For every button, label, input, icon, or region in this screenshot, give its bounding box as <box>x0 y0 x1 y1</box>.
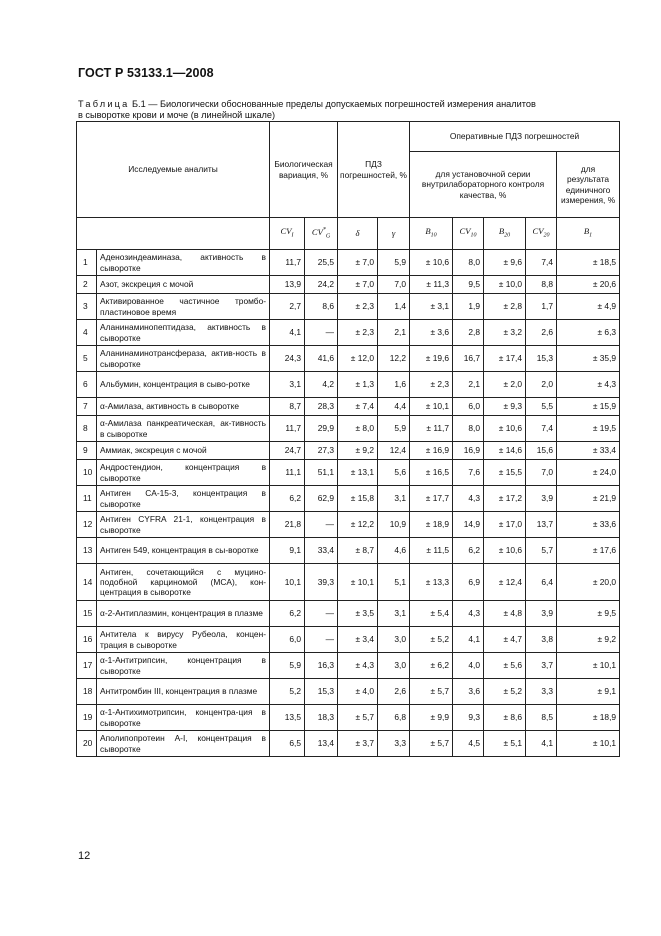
b1-value: ± 19,5 <box>557 416 620 442</box>
delta-value: ± 13,1 <box>338 460 378 486</box>
delta-value: ± 7,4 <box>338 398 378 416</box>
table-row <box>77 486 620 512</box>
gamma-value: 3,0 <box>378 653 410 679</box>
cvi-value: 11,1 <box>270 460 305 486</box>
row-number: 20 <box>77 731 97 757</box>
cv20-value: 2,0 <box>526 372 557 398</box>
row-number: 8 <box>77 416 97 442</box>
cvg-value: 24,2 <box>305 276 338 294</box>
cv10-value: 4,5 <box>453 731 484 757</box>
analyte-name: Андростендион, концентрация в сыворотке <box>97 460 270 486</box>
delta-value: ± 4,3 <box>338 653 378 679</box>
b1-value: ± 10,1 <box>557 653 620 679</box>
header-single: для результата единичного измерения, % <box>557 152 620 218</box>
b1-value: ± 33,6 <box>557 512 620 538</box>
analyte-name: α-1-Антихимотрипсин, концентра-ция в сыворотке <box>97 705 270 731</box>
cv10-value: 9,3 <box>453 705 484 731</box>
delta-value: ± 9,2 <box>338 442 378 460</box>
cv20-value: 8,5 <box>526 705 557 731</box>
row-number: 5 <box>77 346 97 372</box>
b10-value: ± 3,1 <box>410 294 453 320</box>
delta-value: ± 8,0 <box>338 416 378 442</box>
b1-value: ± 4,3 <box>557 372 620 398</box>
table-body <box>77 250 620 757</box>
symbol-b20: $B_{20}$ <box>484 218 526 250</box>
b20-value: ± 5,2 <box>484 679 526 705</box>
b20-value: ± 4,8 <box>484 601 526 627</box>
cvi-value: 11,7 <box>270 250 305 276</box>
b20-value: ± 15,5 <box>484 460 526 486</box>
table-row <box>77 653 620 679</box>
cvi-value: 2,7 <box>270 294 305 320</box>
symbol-b10: $B_{10}$ <box>410 218 453 250</box>
analyte-name: α-2-Антиплазмин, концентрация в плазме <box>97 601 270 627</box>
row-number: 1 <box>77 250 97 276</box>
document-code: ГОСТ Р 53133.1—2008 <box>78 66 214 80</box>
cv10-value: 14,9 <box>453 512 484 538</box>
row-number: 6 <box>77 372 97 398</box>
b20-value: ± 5,6 <box>484 653 526 679</box>
row-number: 16 <box>77 627 97 653</box>
cvi-value: 8,7 <box>270 398 305 416</box>
caption-lead: Таблица <box>78 99 130 109</box>
analyte-name: Активированное частичное тромбо-пластиновое время <box>97 294 270 320</box>
cvg-value: 41,6 <box>305 346 338 372</box>
cvg-value: — <box>305 320 338 346</box>
row-number: 4 <box>77 320 97 346</box>
row-number: 18 <box>77 679 97 705</box>
cvi-value: 21,8 <box>270 512 305 538</box>
cv20-value: 3,9 <box>526 601 557 627</box>
gamma-value: 5,1 <box>378 564 410 601</box>
cvg-value: 15,3 <box>305 679 338 705</box>
delta-value: ± 4,0 <box>338 679 378 705</box>
analyte-name: Аполипопротеин A-I, концентрация в сыворотке <box>97 731 270 757</box>
analyte-name: Аланинаминопептидаза, активность в сыворотке <box>97 320 270 346</box>
delta-value: ± 15,8 <box>338 486 378 512</box>
b20-value: ± 12,4 <box>484 564 526 601</box>
b1-value: ± 15,9 <box>557 398 620 416</box>
cv20-value: 15,3 <box>526 346 557 372</box>
delta-value: ± 10,1 <box>338 564 378 601</box>
cv10-value: 8,0 <box>453 250 484 276</box>
b1-value: ± 21,9 <box>557 486 620 512</box>
row-number: 17 <box>77 653 97 679</box>
analyte-name: Азот, экскреция с мочой <box>97 276 270 294</box>
b10-value: ± 16,9 <box>410 442 453 460</box>
cv20-value: 6,4 <box>526 564 557 601</box>
table-row <box>77 442 620 460</box>
cvi-value: 6,2 <box>270 601 305 627</box>
cv10-value: 16,9 <box>453 442 484 460</box>
analyte-name: Антиген CYFRA 21-1, концентрация в сыворотке <box>97 512 270 538</box>
delta-value: ± 1,3 <box>338 372 378 398</box>
b10-value: ± 17,7 <box>410 486 453 512</box>
b1-value: ± 10,1 <box>557 731 620 757</box>
cvg-value: 29,9 <box>305 416 338 442</box>
b20-value: ± 17,2 <box>484 486 526 512</box>
header-operative: Оперативные ПДЗ погрешностей <box>410 122 620 152</box>
symbol-cv10: $CV_{10}$ <box>453 218 484 250</box>
gamma-value: 10,9 <box>378 512 410 538</box>
table-row <box>77 416 620 442</box>
b1-value: ± 17,6 <box>557 538 620 564</box>
delta-value: ± 3,4 <box>338 627 378 653</box>
b10-value: ± 5,2 <box>410 627 453 653</box>
cv10-value: 2,1 <box>453 372 484 398</box>
cvi-value: 10,1 <box>270 564 305 601</box>
b1-value: ± 9,5 <box>557 601 620 627</box>
cvi-value: 24,7 <box>270 442 305 460</box>
symbol-gamma: γ <box>378 218 410 250</box>
gamma-value: 3,1 <box>378 601 410 627</box>
analyte-name: Антиген, сочетающийся с муцино-подобной карциномой (MCA), кон-центрация в сыворотке <box>97 564 270 601</box>
b20-value: ± 10,6 <box>484 416 526 442</box>
symbol-cv20: $CV_{20}$ <box>526 218 557 250</box>
b10-value: ± 16,5 <box>410 460 453 486</box>
page-number: 12 <box>78 850 91 862</box>
analyte-name: α-Амилаза, активность в сыворотке <box>97 398 270 416</box>
header-blank <box>77 218 270 250</box>
delta-value: ± 5,7 <box>338 705 378 731</box>
cvi-value: 9,1 <box>270 538 305 564</box>
b20-value: ± 3,2 <box>484 320 526 346</box>
b20-value: ± 8,6 <box>484 705 526 731</box>
cvg-value: 51,1 <box>305 460 338 486</box>
b1-value: ± 18,5 <box>557 250 620 276</box>
b1-value: ± 6,3 <box>557 320 620 346</box>
row-number: 9 <box>77 442 97 460</box>
cvi-value: 6,0 <box>270 627 305 653</box>
row-number: 10 <box>77 460 97 486</box>
b10-value: ± 18,9 <box>410 512 453 538</box>
gamma-value: 1,6 <box>378 372 410 398</box>
b10-value: ± 5,7 <box>410 679 453 705</box>
b20-value: ± 10,0 <box>484 276 526 294</box>
b10-value: ± 3,6 <box>410 320 453 346</box>
b10-value: ± 5,7 <box>410 731 453 757</box>
cv10-value: 4,1 <box>453 627 484 653</box>
caption-text-line2: в сыворотке крови и моче (в линейной шкале) <box>78 110 276 120</box>
b1-value: ± 24,0 <box>557 460 620 486</box>
table-row <box>77 679 620 705</box>
cv20-value: 5,7 <box>526 538 557 564</box>
b1-value: ± 35,9 <box>557 346 620 372</box>
cv20-value: 8,8 <box>526 276 557 294</box>
row-number: 7 <box>77 398 97 416</box>
b1-value: ± 20,6 <box>557 276 620 294</box>
cvg-value: 39,3 <box>305 564 338 601</box>
cv10-value: 8,0 <box>453 416 484 442</box>
table-row <box>77 564 620 601</box>
header-bio-variation: Биологическая вариация, % <box>270 122 338 218</box>
analyte-name: Аммиак, экскреция с мочой <box>97 442 270 460</box>
cv20-value: 3,9 <box>526 486 557 512</box>
b20-value: ± 4,7 <box>484 627 526 653</box>
cv10-value: 6,9 <box>453 564 484 601</box>
cvi-value: 5,9 <box>270 653 305 679</box>
b10-value: ± 11,7 <box>410 416 453 442</box>
table-caption <box>78 99 618 121</box>
b10-value: ± 11,3 <box>410 276 453 294</box>
header-series: для установочной серии внутрилабораторного контроля качества, % <box>410 152 557 218</box>
gamma-value: 3,3 <box>378 731 410 757</box>
cvi-value: 5,2 <box>270 679 305 705</box>
table-row <box>77 512 620 538</box>
analyte-name: Антитела к вирусу Рубеола, концен-трация в сыворотке <box>97 627 270 653</box>
b10-value: ± 11,5 <box>410 538 453 564</box>
gamma-value: 4,6 <box>378 538 410 564</box>
cv10-value: 6,2 <box>453 538 484 564</box>
cv10-value: 2,8 <box>453 320 484 346</box>
cv10-value: 6,0 <box>453 398 484 416</box>
cvg-value: — <box>305 601 338 627</box>
cv20-value: 1,7 <box>526 294 557 320</box>
cvg-value: 8,6 <box>305 294 338 320</box>
cvi-value: 13,5 <box>270 705 305 731</box>
gamma-value: 3,1 <box>378 486 410 512</box>
b1-value: ± 9,2 <box>557 627 620 653</box>
table-row <box>77 346 620 372</box>
cvi-value: 6,2 <box>270 486 305 512</box>
table-row <box>77 276 620 294</box>
cvi-value: 11,7 <box>270 416 305 442</box>
delta-value: ± 7,0 <box>338 276 378 294</box>
cvi-value: 4,1 <box>270 320 305 346</box>
cvg-value: 25,5 <box>305 250 338 276</box>
cvg-value: — <box>305 512 338 538</box>
b20-value: ± 2,0 <box>484 372 526 398</box>
delta-value: ± 7,0 <box>338 250 378 276</box>
cvg-value: 62,9 <box>305 486 338 512</box>
cv10-value: 9,5 <box>453 276 484 294</box>
table-row <box>77 627 620 653</box>
cvg-value: 13,4 <box>305 731 338 757</box>
delta-value: ± 8,7 <box>338 538 378 564</box>
cv20-value: 4,1 <box>526 731 557 757</box>
b10-value: ± 9,9 <box>410 705 453 731</box>
cv10-value: 1,9 <box>453 294 484 320</box>
cv10-value: 4,0 <box>453 653 484 679</box>
symbol-b1: $B_1$ <box>557 218 620 250</box>
delta-value: ± 12,2 <box>338 512 378 538</box>
b1-value: ± 33,4 <box>557 442 620 460</box>
analyte-name: Альбумин, концентрация в сыво-ротке <box>97 372 270 398</box>
row-number: 14 <box>77 564 97 601</box>
table-row <box>77 320 620 346</box>
b20-value: ± 10,6 <box>484 538 526 564</box>
b10-value: ± 10,1 <box>410 398 453 416</box>
row-number: 15 <box>77 601 97 627</box>
cv20-value: 7,0 <box>526 460 557 486</box>
symbol-delta: δ <box>338 218 378 250</box>
header-analytes: Исследуемые аналиты <box>77 122 270 218</box>
analyte-name: Аланинаминотрансфераза, актив-ность в сыворотке <box>97 346 270 372</box>
analyte-name: α-1-Антитрипсин, концентрация в сыворотке <box>97 653 270 679</box>
table-row <box>77 460 620 486</box>
gamma-value: 2,6 <box>378 679 410 705</box>
delta-value: ± 3,5 <box>338 601 378 627</box>
caption-text: Б.1 — Биологически обоснованные пределы допускаемых погрешностей измерения аналитов <box>129 99 536 109</box>
cv20-value: 3,3 <box>526 679 557 705</box>
b1-value: ± 20,0 <box>557 564 620 601</box>
b20-value: ± 14,6 <box>484 442 526 460</box>
gamma-value: 1,4 <box>378 294 410 320</box>
delta-value: ± 12,0 <box>338 346 378 372</box>
table-row <box>77 538 620 564</box>
analyte-name: α-Амилаза панкреатическая, ак-тивность в сыворотке <box>97 416 270 442</box>
table-row <box>77 398 620 416</box>
b20-value: ± 9,6 <box>484 250 526 276</box>
table-row <box>77 705 620 731</box>
gamma-value: 2,1 <box>378 320 410 346</box>
delta-value: ± 3,7 <box>338 731 378 757</box>
cvg-value: 4,2 <box>305 372 338 398</box>
cvi-value: 24,3 <box>270 346 305 372</box>
b1-value: ± 4,9 <box>557 294 620 320</box>
gamma-value: 12,2 <box>378 346 410 372</box>
cvg-value: 18,3 <box>305 705 338 731</box>
cv20-value: 15,6 <box>526 442 557 460</box>
cv10-value: 7,6 <box>453 460 484 486</box>
analyte-name: Антиген 549, концентрация в сы-воротке <box>97 538 270 564</box>
table-row <box>77 731 620 757</box>
cv10-value: 4,3 <box>453 601 484 627</box>
analyte-name: Антитромбин III, концентрация в плазме <box>97 679 270 705</box>
b10-value: ± 10,6 <box>410 250 453 276</box>
cv10-value: 4,3 <box>453 486 484 512</box>
cvg-value: 28,3 <box>305 398 338 416</box>
gamma-value: 3,0 <box>378 627 410 653</box>
delta-value: ± 2,3 <box>338 294 378 320</box>
b1-value: ± 9,1 <box>557 679 620 705</box>
cvi-value: 3,1 <box>270 372 305 398</box>
cvg-value: — <box>305 627 338 653</box>
cv20-value: 13,7 <box>526 512 557 538</box>
table-row <box>77 250 620 276</box>
gamma-value: 5,6 <box>378 460 410 486</box>
row-number: 2 <box>77 276 97 294</box>
row-number: 12 <box>77 512 97 538</box>
cv10-value: 3,6 <box>453 679 484 705</box>
gamma-value: 12,4 <box>378 442 410 460</box>
cvg-value: 27,3 <box>305 442 338 460</box>
row-number: 3 <box>77 294 97 320</box>
table-row <box>77 372 620 398</box>
cv20-value: 7,4 <box>526 416 557 442</box>
cv20-value: 7,4 <box>526 250 557 276</box>
b1-value: ± 18,9 <box>557 705 620 731</box>
row-number: 13 <box>77 538 97 564</box>
cv20-value: 5,5 <box>526 398 557 416</box>
gamma-value: 5,9 <box>378 416 410 442</box>
table-row <box>77 294 620 320</box>
gamma-value: 4,4 <box>378 398 410 416</box>
analyte-name: Антиген CA-15-3, концентрация в сыворотке <box>97 486 270 512</box>
b20-value: ± 9,3 <box>484 398 526 416</box>
cvi-value: 13,9 <box>270 276 305 294</box>
cv10-value: 16,7 <box>453 346 484 372</box>
cvg-value: 33,4 <box>305 538 338 564</box>
cv20-value: 3,7 <box>526 653 557 679</box>
gamma-value: 6,8 <box>378 705 410 731</box>
b20-value: ± 17,0 <box>484 512 526 538</box>
b10-value: ± 13,3 <box>410 564 453 601</box>
cvg-value: 16,3 <box>305 653 338 679</box>
b10-value: ± 19,6 <box>410 346 453 372</box>
symbol-cvg: $CV^*_G$ <box>305 218 338 250</box>
b10-value: ± 5,4 <box>410 601 453 627</box>
b20-value: ± 5,1 <box>484 731 526 757</box>
delta-value: ± 2,3 <box>338 320 378 346</box>
b10-value: ± 6,2 <box>410 653 453 679</box>
b20-value: ± 2,8 <box>484 294 526 320</box>
b20-value: ± 17,4 <box>484 346 526 372</box>
cvi-value: 6,5 <box>270 731 305 757</box>
row-number: 19 <box>77 705 97 731</box>
gamma-value: 5,9 <box>378 250 410 276</box>
analyte-name: Аденозиндеаминаза, активность в сыворотке <box>97 250 270 276</box>
tolerance-limits-table <box>76 121 620 757</box>
row-number: 11 <box>77 486 97 512</box>
cv20-value: 2,6 <box>526 320 557 346</box>
symbol-cvi: $CV_I$ <box>270 218 305 250</box>
table-row <box>77 601 620 627</box>
gamma-value: 7,0 <box>378 276 410 294</box>
cv20-value: 3,8 <box>526 627 557 653</box>
b10-value: ± 2,3 <box>410 372 453 398</box>
header-pdz: ПДЗ погрешностей, % <box>338 122 410 218</box>
